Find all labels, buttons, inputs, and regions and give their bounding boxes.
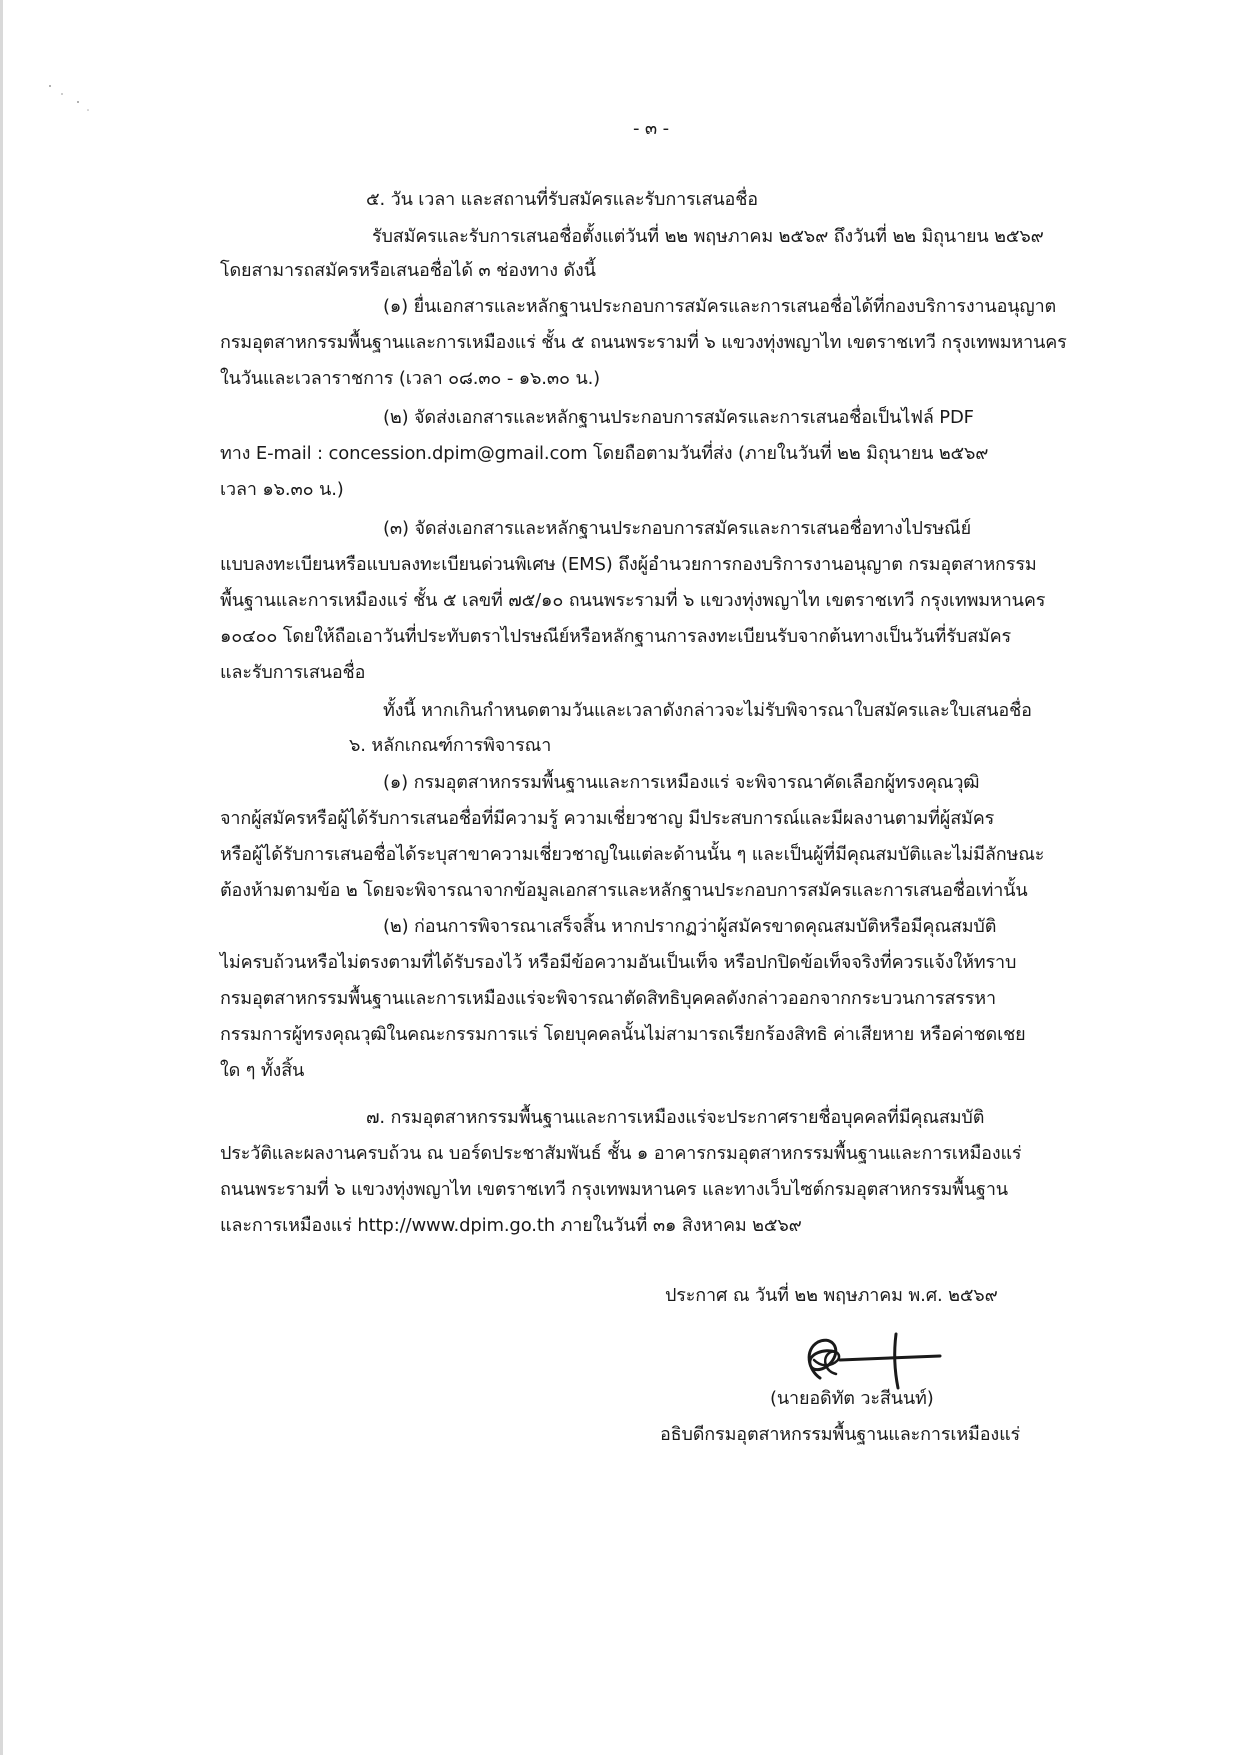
criterion-1-line-2: จากผู้สมัครหรือผู้ได้รับการเสนอชื่อที่มีความรู้ ความเชี่ยวชาญ มีประสบการณ์และมีผลงานตามที่ผู้สมัคร — [220, 808, 995, 829]
criterion-2-line-1: (๒) ก่อนการพิจารณาเสร็จสิ้น หากปรากฏว่าผู้สมัครขาดคุณสมบัติหรือมีคุณสมบัติ — [383, 916, 997, 937]
announcement-date: ประกาศ ณ วันที่ ๒๒ พฤษภาคม พ.ศ. ๒๕๖๙ — [665, 1285, 998, 1306]
page-number: - ๓ - — [633, 118, 669, 139]
section-5-note: ทั้งนี้ หากเกินกำหนดตามวันและเวลาดังกล่าวจะไม่รับพิจารณาใบสมัครและใบเสนอชื่อ — [383, 700, 1032, 721]
criterion-2-line-5: ใด ๆ ทั้งสิ้น — [220, 1060, 305, 1081]
section-7-line-3: ถนนพระรามที่ ๖ แขวงทุ่งพญาไท เขตราชเทวี กรุงเทพมหานคร และทางเว็บไซต์กรมอุตสาหกรรมพื้นฐาน — [220, 1179, 1008, 1200]
channel-2-line-2: ทาง E-mail : concession.dpim@gmail.com โดยถือตามวันที่ส่ง (ภายในวันที่ ๒๒ มิถุนายน ๒๕๖๙ — [220, 443, 989, 464]
section-7-line-4: และการเหมืองแร่ http://www.dpim.go.th ภายในวันที่ ๓๑ สิงหาคม ๒๕๖๙ — [220, 1215, 802, 1236]
criterion-1-line-4: ต้องห้ามตามข้อ ๒ โดยจะพิจารณาจากข้อมูลเอกสารและหลักฐานประกอบการสมัครและการเสนอชื่อเท่านั้น — [220, 880, 1028, 901]
channel-3-line-5: และรับการเสนอชื่อ — [220, 662, 366, 683]
section-6-heading: ๖. หลักเกณฑ์การพิจารณา — [349, 735, 552, 756]
scan-specks — [40, 80, 100, 120]
section-5-intro-line-1: รับสมัครและรับการเสนอชื่อตั้งแต่วันที่ ๒๒ พฤษภาคม ๒๕๖๙ ถึงวันที่ ๒๒ มิถุนายน ๒๕๖๙ — [372, 226, 1044, 247]
channel-1-line-2: กรมอุตสาหกรรมพื้นฐานและการเหมืองแร่ ชั้น ๕ ถนนพระรามที่ ๖ แขวงทุ่งพญาไท เขตราชเทวี กรุงเทพมหานคร — [220, 332, 1067, 353]
section-5-heading: ๕. วัน เวลา และสถานที่รับสมัครและรับการเสนอชื่อ — [366, 189, 758, 210]
criterion-2-line-3: กรมอุตสาหกรรมพื้นฐานและการเหมืองแร่จะพิจารณาตัดสิทธิบุคคลดังกล่าวออกจากกระบวนการสรรหา — [220, 988, 996, 1009]
channel-1-line-3: ในวันและเวลาราชการ (เวลา ๐๘.๓๐ - ๑๖.๓๐ น.) — [220, 368, 601, 389]
channel-1-line-1: (๑) ยื่นเอกสารและหลักฐานประกอบการสมัครและการเสนอชื่อได้ที่กองบริการงานอนุญาต — [383, 296, 1057, 317]
section-5-intro-line-2: โดยสามารถสมัครหรือเสนอชื่อได้ ๓ ช่องทาง ดังนี้ — [220, 260, 596, 281]
criterion-2-line-4: กรรมการผู้ทรงคุณวุฒิในคณะกรรมการแร่ โดยบุคคลนั้นไม่สามารถเรียกร้องสิทธิ ค่าเสียหาย หรือค่าชดเชย — [220, 1024, 1026, 1045]
scan-edge — [0, 0, 3, 1755]
channel-3-line-1: (๓) จัดส่งเอกสารและหลักฐานประกอบการสมัครและการเสนอชื่อทางไปรษณีย์ — [383, 518, 971, 539]
signer-title: อธิบดีกรมอุตสาหกรรมพื้นฐานและการเหมืองแร่ — [660, 1424, 1021, 1445]
section-7-line-1: ๗. กรมอุตสาหกรรมพื้นฐานและการเหมืองแร่จะประกาศรายชื่อบุคคลที่มีคุณสมบัติ — [366, 1107, 985, 1128]
criterion-1-line-1: (๑) กรมอุตสาหกรรมพื้นฐานและการเหมืองแร่ จะพิจารณาคัดเลือกผู้ทรงคุณวุฒิ — [383, 772, 980, 793]
channel-3-line-3: พื้นฐานและการเหมืองแร่ ชั้น ๕ เลขที่ ๗๕/๑๐ ถนนพระรามที่ ๖ แขวงทุ่งพญาไท เขตราชเทวี กรุงเทพมหานคร — [220, 590, 1046, 611]
channel-3-line-4: ๑๐๔๐๐ โดยให้ถือเอาวันที่ประทับตราไปรษณีย์หรือหลักฐานการลงทะเบียนรับจากต้นทางเป็นวันที่รับสมัคร — [220, 626, 1012, 647]
signer-name: (นายอดิทัต วะสีนนท์) — [770, 1388, 934, 1409]
channel-3-line-2: แบบลงทะเบียนหรือแบบลงทะเบียนด่วนพิเศษ (EMS) ถึงผู้อำนวยการกองบริการงานอนุญาต กรมอุตสาหกรรม — [220, 554, 1037, 575]
channel-2-line-1: (๒) จัดส่งเอกสารและหลักฐานประกอบการสมัครและการเสนอชื่อเป็นไฟล์ PDF — [383, 407, 974, 428]
criterion-1-line-3: หรือผู้ได้รับการเสนอชื่อได้ระบุสาขาความเชี่ยวชาญในแต่ละด้านนั้น ๆ และเป็นผู้ที่มีคุณสมบัติและไม่มีลักษณะ — [220, 844, 1045, 865]
criterion-2-line-2: ไม่ครบถ้วนหรือไม่ตรงตามที่ได้รับรองไว้ หรือมีข้อความอันเป็นเท็จ หรือปกปิดข้อเท็จจริงที่ควรแจ้งให้ทราบ — [220, 952, 1017, 973]
channel-2-line-3: เวลา ๑๖.๓๐ น.) — [220, 479, 344, 500]
section-7-line-2: ประวัติและผลงานครบถ้วน ณ บอร์ดประชาสัมพันธ์ ชั้น ๑ อาคารกรมอุตสาหกรรมพื้นฐานและการเหมืองแร่ — [220, 1143, 1022, 1164]
